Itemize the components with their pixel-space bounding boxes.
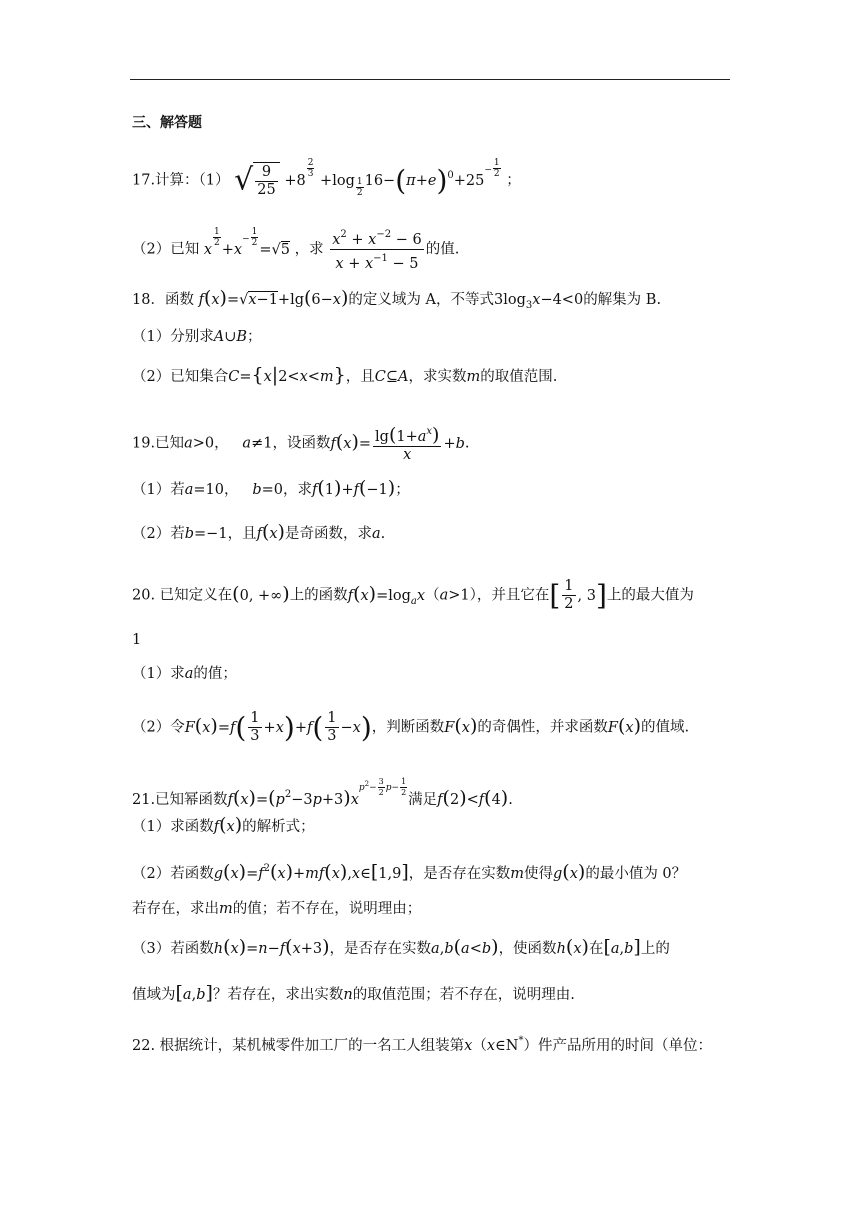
q17-p1-label: （1） (198, 172, 230, 189)
q17-p2-mid: ，求 (294, 241, 324, 258)
q18-stem (132, 288, 661, 316)
q21-p2-end: 的最小值为 0？ (585, 866, 687, 882)
q18-p1-end: ； (247, 329, 262, 345)
q21-condition: f(2)<f(4) (437, 787, 509, 809)
q19-p1-condition: a=10， b=0 (184, 482, 283, 498)
q20-domain: (0, +∞) (232, 582, 290, 605)
q22-end: 件产品所用的时间（单位： (537, 1038, 712, 1054)
q20-interval: [ $\frac{1}{2}$ , 3] (549, 578, 607, 612)
q19-p2-mid: ，且 (227, 526, 257, 542)
q19-p2-var: a (371, 526, 381, 542)
q17-part1 (132, 158, 521, 199)
q18-p2-relation: C (374, 369, 386, 385)
section-title: 三、解答题 (132, 115, 202, 131)
q19-prefix: 19.已知 (132, 435, 185, 452)
q20-p2-function: F(x)=f( $\frac{1}{3}$ +x)+f( $\frac{1}{3}$ −x) (184, 710, 372, 744)
q21-p2l2-end: 的值；若不存在，说明理由； (232, 901, 422, 917)
q17-p2-expression: $\frac{x^2 + x^{-2} - 6}{x + x^{-1} - 5}$ (330, 226, 423, 273)
q18-p2-mid: ，且 (345, 369, 375, 385)
q19-end: . (464, 435, 470, 452)
q21-p3-function: h(x)=n−f(x+3) (213, 936, 330, 958)
q18-function: f(x)=√x−1+lg(6−x) (198, 287, 349, 309)
q21-p3l2-mid: ？若存在，求出实数 (212, 987, 344, 1003)
q21-p2l2-var: m (219, 901, 233, 917)
q20-p1-end: 的值； (193, 666, 237, 682)
q22-stem (132, 1031, 712, 1056)
q18-p2-var: m (466, 369, 481, 385)
q19-stem (132, 423, 470, 464)
q21-p2-mid2: 使得 (524, 866, 553, 882)
q19-p2-func: f(x) (256, 521, 285, 543)
q21-p1-end: 的解析式； (242, 819, 315, 835)
q20-part2 (132, 710, 689, 745)
q22-condition: （x∈N*） (472, 1035, 538, 1054)
q19-p1-expr: f(1)+f(−1) (312, 477, 396, 499)
q20-p2-end: 的值域. (640, 719, 690, 736)
q21-p2-g: g(x) (553, 861, 586, 883)
q21-p2l2-prefix: 若存在，求出 (132, 901, 219, 917)
q17-p2-condition: x $\frac{1}{2}$ +x− $\frac{1}{2}$ =√5 (203, 227, 291, 258)
q17-part2 (132, 226, 459, 273)
q18-part1 (132, 327, 262, 347)
q18-p2-prefix: （2）已知集合 (132, 369, 229, 385)
q17-number: 17.计算： (132, 172, 199, 189)
q20-p2-F2: F(x) (607, 714, 641, 737)
q21-prefix: 21.已知幂函数 (132, 792, 228, 808)
q18-inequality: $3\log_3x-4<0$ (494, 292, 584, 311)
q18-p2-tail: 的取值范围. (480, 369, 558, 385)
q19-part1 (132, 478, 410, 500)
header-rule (130, 79, 730, 80)
q20-p2-prefix: （2）令 (132, 719, 185, 736)
q17-p1-end: ； (506, 172, 521, 189)
q20-prefix: 20. 已知定义在 (132, 587, 233, 604)
q20-p2-mid: ，判断函数 (371, 719, 445, 736)
q20-condition: （a>1） (425, 587, 477, 604)
q21-stem (132, 774, 513, 810)
q21-p3l2-var: n (343, 987, 353, 1003)
q20-line2: 1 (132, 632, 142, 648)
q21-end: . (508, 792, 513, 808)
q17-p2-label: （2）已知 (132, 241, 200, 258)
q18-mid: 的定义域为 A，不等式 (348, 292, 494, 308)
q21-p2-prefix: （2）若函数 (132, 866, 214, 882)
q17-p2-end: 的值. (425, 241, 460, 258)
q18-p2-set: C={x|2<x<m} (228, 364, 346, 386)
q21-p2-function: $g(x)=f^2(x)+mf(x),x\in[1,9]$ (213, 861, 409, 883)
q21-p3-mid3: 在 (588, 941, 604, 957)
q21-p3l2-end: 的取值范围；若不存在，说明理由. (352, 987, 575, 1003)
q21-p3-vars: a,b(a<b) (431, 936, 499, 958)
q18-prefix: 18．函数 (132, 292, 194, 308)
q21-p2-var: m (510, 866, 524, 882)
q22-var: x (464, 1038, 473, 1054)
q20-mid1: 上的函数 (289, 587, 348, 604)
q19-p1-mid: ，求 (283, 482, 312, 498)
q18-p1-prefix: （1）分别求 (132, 329, 214, 345)
q21-part3 (132, 937, 670, 959)
q19-condition: a>0， a≠1 (184, 435, 273, 452)
q18-part2: （2）已知集合C={x|2<x<m}，且C⊆A，求实数m的取值范围. (132, 364, 558, 386)
q21-p3-h: h(x) (556, 936, 589, 958)
q21-p3-end: 上的 (640, 941, 670, 957)
q21-p3-interval: [a,b] (603, 936, 641, 958)
q21-p1-func: f(x) (213, 814, 243, 836)
q21-part3-line2 (132, 983, 575, 1005)
q21-p3-prefix: （3）若函数 (132, 941, 214, 957)
q22-prefix: 22. 根据统计，某机械零件加工厂的一名工人组装第 (132, 1038, 465, 1054)
q19-p2-condition: b=−1 (184, 526, 228, 542)
q20-p1-var: a (184, 666, 194, 682)
q19-function: f(x)= $\frac{\lg(1+a^x)}{x}$ +b (330, 424, 465, 463)
q19-part2 (132, 522, 385, 544)
q20-p1-prefix: （1）求 (132, 666, 185, 682)
q19-mid: ，设函数 (272, 435, 331, 452)
q21-part1 (132, 815, 315, 837)
q19-p2-end: . (380, 526, 386, 542)
q19-p2-prefix: （2）若 (132, 526, 185, 542)
q21-p2-mid: ，是否存在实数 (408, 866, 511, 882)
q21-part2-line2 (132, 899, 421, 919)
q18-p2-end: ，求实数 (408, 369, 467, 385)
q19-p1-end: ； (395, 482, 410, 498)
q21-p3-mid2: ，使函数 (498, 941, 557, 957)
q21-p3-mid: ，是否存在实数 (329, 941, 432, 957)
q21-mid: 满足 (408, 792, 438, 808)
q20-end: 上的最大值为 (606, 587, 694, 604)
q20-part1 (132, 664, 237, 684)
q21-function: $f(x)=(p^2-3p+3)xp^2-$ $\frac{3}{2}$ p− $\frac{1}{2}$ (227, 777, 407, 809)
q19-p1-prefix: （1）若 (132, 482, 185, 498)
q19-p2-mid2: 是奇函数，求 (284, 526, 372, 542)
q20-p2-F: F(x) (444, 714, 478, 737)
q21-part2 (132, 859, 686, 884)
q20-mid2: ，并且它在 (476, 587, 550, 604)
q18-end: 的解集为 B. (583, 292, 662, 308)
q20-p2-mid2: 的奇偶性，并求函数 (477, 719, 608, 736)
q21-p3l2-prefix: 值域为 (132, 987, 176, 1003)
q20-stem (132, 578, 694, 613)
q17-p1-expression: √ $\frac{9}{25}$ +8 $\frac{2}{3}$ +log $\frac{1}{2}$ $16-(\pi+e)^0+25-$ $\frac{1}{2}$ (234, 158, 500, 198)
q20-function: $f(x)=\log_ax$ (347, 582, 426, 607)
q18-p1-expr: A∪B (213, 329, 248, 345)
q21-p3l2-interval: [a,b] (175, 982, 213, 1004)
q21-p1-prefix: （1）求函数 (132, 819, 214, 835)
